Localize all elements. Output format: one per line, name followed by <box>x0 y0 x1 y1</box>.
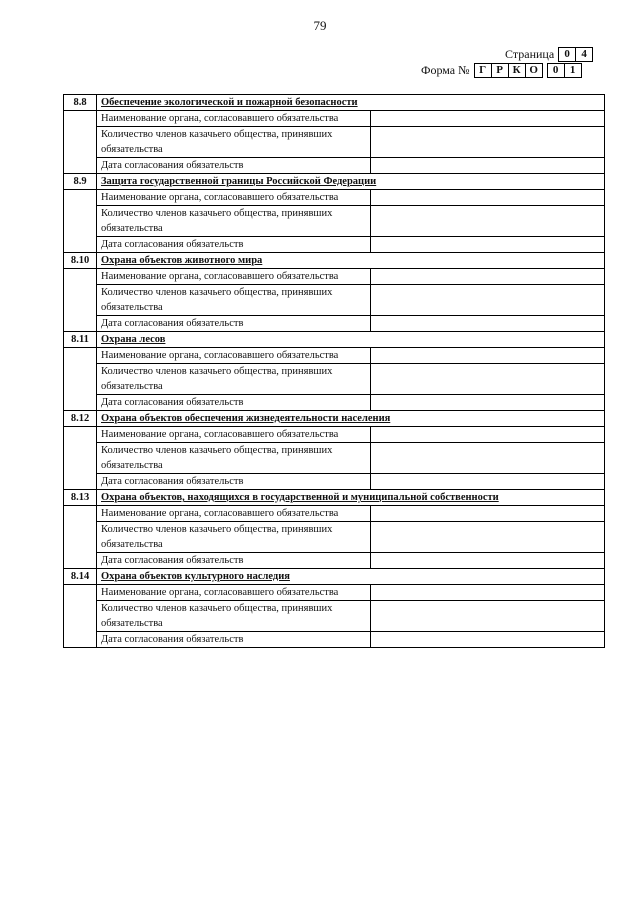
field-label: Наименование органа, согласовавшего обязательства <box>97 348 371 364</box>
field-label: Количество членов казачьего общества, принявших обязательства <box>97 443 371 474</box>
field-value-cell[interactable] <box>371 395 605 411</box>
number-column-cell <box>64 632 97 648</box>
field-value-cell[interactable] <box>371 111 605 127</box>
form-code-row <box>421 63 582 78</box>
field-label: Наименование органа, согласовавшего обязательства <box>97 190 371 206</box>
form-digit-boxes <box>547 63 582 78</box>
number-column-cell <box>64 443 97 474</box>
field-row <box>64 553 605 569</box>
field-label: Наименование органа, согласовавшего обязательства <box>97 111 371 127</box>
field-row <box>64 127 605 158</box>
section-header-row <box>64 95 605 111</box>
field-row <box>64 474 605 490</box>
field-row <box>64 269 605 285</box>
number-column-cell <box>64 206 97 237</box>
field-row <box>64 206 605 237</box>
field-label: Количество членов казачьего общества, принявших обязательства <box>97 206 371 237</box>
section-title: Охрана объектов животного мира <box>97 253 605 269</box>
field-value-cell[interactable] <box>371 506 605 522</box>
number-column-cell <box>64 553 97 569</box>
field-row <box>64 237 605 253</box>
number-column-cell <box>64 285 97 316</box>
field-value-cell[interactable] <box>371 632 605 648</box>
number-column-cell <box>64 127 97 158</box>
number-column-cell <box>64 395 97 411</box>
section-number: 8.9 <box>64 174 97 190</box>
field-label: Дата согласования обязательств <box>97 474 371 490</box>
form-letter-box: Г <box>474 63 492 78</box>
section-header-row <box>64 569 605 585</box>
form-letter-box: О <box>525 63 543 78</box>
field-label: Дата согласования обязательств <box>97 158 371 174</box>
page-code-boxes <box>558 47 593 62</box>
section-title: Обеспечение экологической и пожарной безопасности <box>97 95 605 111</box>
field-value-cell[interactable] <box>371 443 605 474</box>
field-label: Наименование органа, согласовавшего обязательства <box>97 427 371 443</box>
field-row <box>64 601 605 632</box>
field-row <box>64 443 605 474</box>
field-label: Дата согласования обязательств <box>97 316 371 332</box>
field-row <box>64 111 605 127</box>
section-title: Охрана объектов обеспечения жизнедеятельности населения <box>97 411 605 427</box>
number-column-cell <box>64 158 97 174</box>
field-value-cell[interactable] <box>371 522 605 553</box>
number-column-cell <box>64 601 97 632</box>
field-label: Дата согласования обязательств <box>97 553 371 569</box>
field-row <box>64 190 605 206</box>
section-header-row <box>64 490 605 506</box>
page-digit-box: 4 <box>575 47 593 62</box>
section-number: 8.14 <box>64 569 97 585</box>
obligations-table <box>63 94 605 648</box>
section-number: 8.13 <box>64 490 97 506</box>
number-column-cell <box>64 585 97 601</box>
form-letter-box: К <box>508 63 526 78</box>
field-row <box>64 427 605 443</box>
field-value-cell[interactable] <box>371 237 605 253</box>
field-value-cell[interactable] <box>371 316 605 332</box>
section-number: 8.10 <box>64 253 97 269</box>
section-header-row <box>64 332 605 348</box>
number-column-cell <box>64 190 97 206</box>
field-value-cell[interactable] <box>371 585 605 601</box>
field-value-cell[interactable] <box>371 427 605 443</box>
field-value-cell[interactable] <box>371 127 605 158</box>
form-digit-box: 0 <box>547 63 565 78</box>
page-label: Страница <box>505 47 555 61</box>
form-letter-box: Р <box>491 63 509 78</box>
number-column-cell <box>64 111 97 127</box>
section-header-row <box>64 411 605 427</box>
field-value-cell[interactable] <box>371 474 605 490</box>
field-label: Наименование органа, согласовавшего обязательства <box>97 269 371 285</box>
section-header-row <box>64 174 605 190</box>
field-value-cell[interactable] <box>371 269 605 285</box>
field-label: Количество членов казачьего общества, принявших обязательства <box>97 285 371 316</box>
field-label: Наименование органа, согласовавшего обязательства <box>97 585 371 601</box>
field-value-cell[interactable] <box>371 601 605 632</box>
section-number: 8.8 <box>64 95 97 111</box>
field-label: Дата согласования обязательств <box>97 395 371 411</box>
field-label: Дата согласования обязательств <box>97 237 371 253</box>
field-value-cell[interactable] <box>371 190 605 206</box>
field-row <box>64 285 605 316</box>
form-label: Форма № <box>421 63 470 77</box>
field-value-cell[interactable] <box>371 285 605 316</box>
field-row <box>64 585 605 601</box>
section-title: Охрана лесов <box>97 332 605 348</box>
field-row <box>64 522 605 553</box>
number-column-cell <box>64 348 97 364</box>
field-row <box>64 348 605 364</box>
field-label: Количество членов казачьего общества, принявших обязательства <box>97 364 371 395</box>
number-column-cell <box>64 237 97 253</box>
section-title: Защита государственной границы Российской Федерации <box>97 174 605 190</box>
field-label: Количество членов казачьего общества, принявших обязательства <box>97 522 371 553</box>
number-column-cell <box>64 316 97 332</box>
page-digit-box: 0 <box>558 47 576 62</box>
field-value-cell[interactable] <box>371 364 605 395</box>
page-number: 79 <box>313 18 327 33</box>
field-value-cell[interactable] <box>371 348 605 364</box>
section-number: 8.12 <box>64 411 97 427</box>
field-row <box>64 364 605 395</box>
field-label: Наименование органа, согласовавшего обязательства <box>97 506 371 522</box>
number-column-cell <box>64 522 97 553</box>
field-row <box>64 632 605 648</box>
form-letter-boxes <box>474 63 543 78</box>
field-value-cell[interactable] <box>371 553 605 569</box>
field-label: Количество членов казачьего общества, принявших обязательства <box>97 127 371 158</box>
number-column-cell <box>64 269 97 285</box>
field-row <box>64 158 605 174</box>
section-title: Охрана объектов, находящихся в государственной и муниципальной собственности <box>97 490 605 506</box>
number-column-cell <box>64 427 97 443</box>
field-value-cell[interactable] <box>371 158 605 174</box>
field-row <box>64 395 605 411</box>
section-number: 8.11 <box>64 332 97 348</box>
number-column-cell <box>64 506 97 522</box>
section-header-row <box>64 253 605 269</box>
section-title: Охрана объектов культурного наследия <box>97 569 605 585</box>
form-digit-box: 1 <box>564 63 582 78</box>
field-label: Количество членов казачьего общества, принявших обязательства <box>97 601 371 632</box>
number-column-cell <box>64 364 97 395</box>
field-label: Дата согласования обязательств <box>97 632 371 648</box>
field-row <box>64 316 605 332</box>
page-code-row <box>505 47 593 62</box>
number-column-cell <box>64 474 97 490</box>
field-row <box>64 506 605 522</box>
field-value-cell[interactable] <box>371 206 605 237</box>
